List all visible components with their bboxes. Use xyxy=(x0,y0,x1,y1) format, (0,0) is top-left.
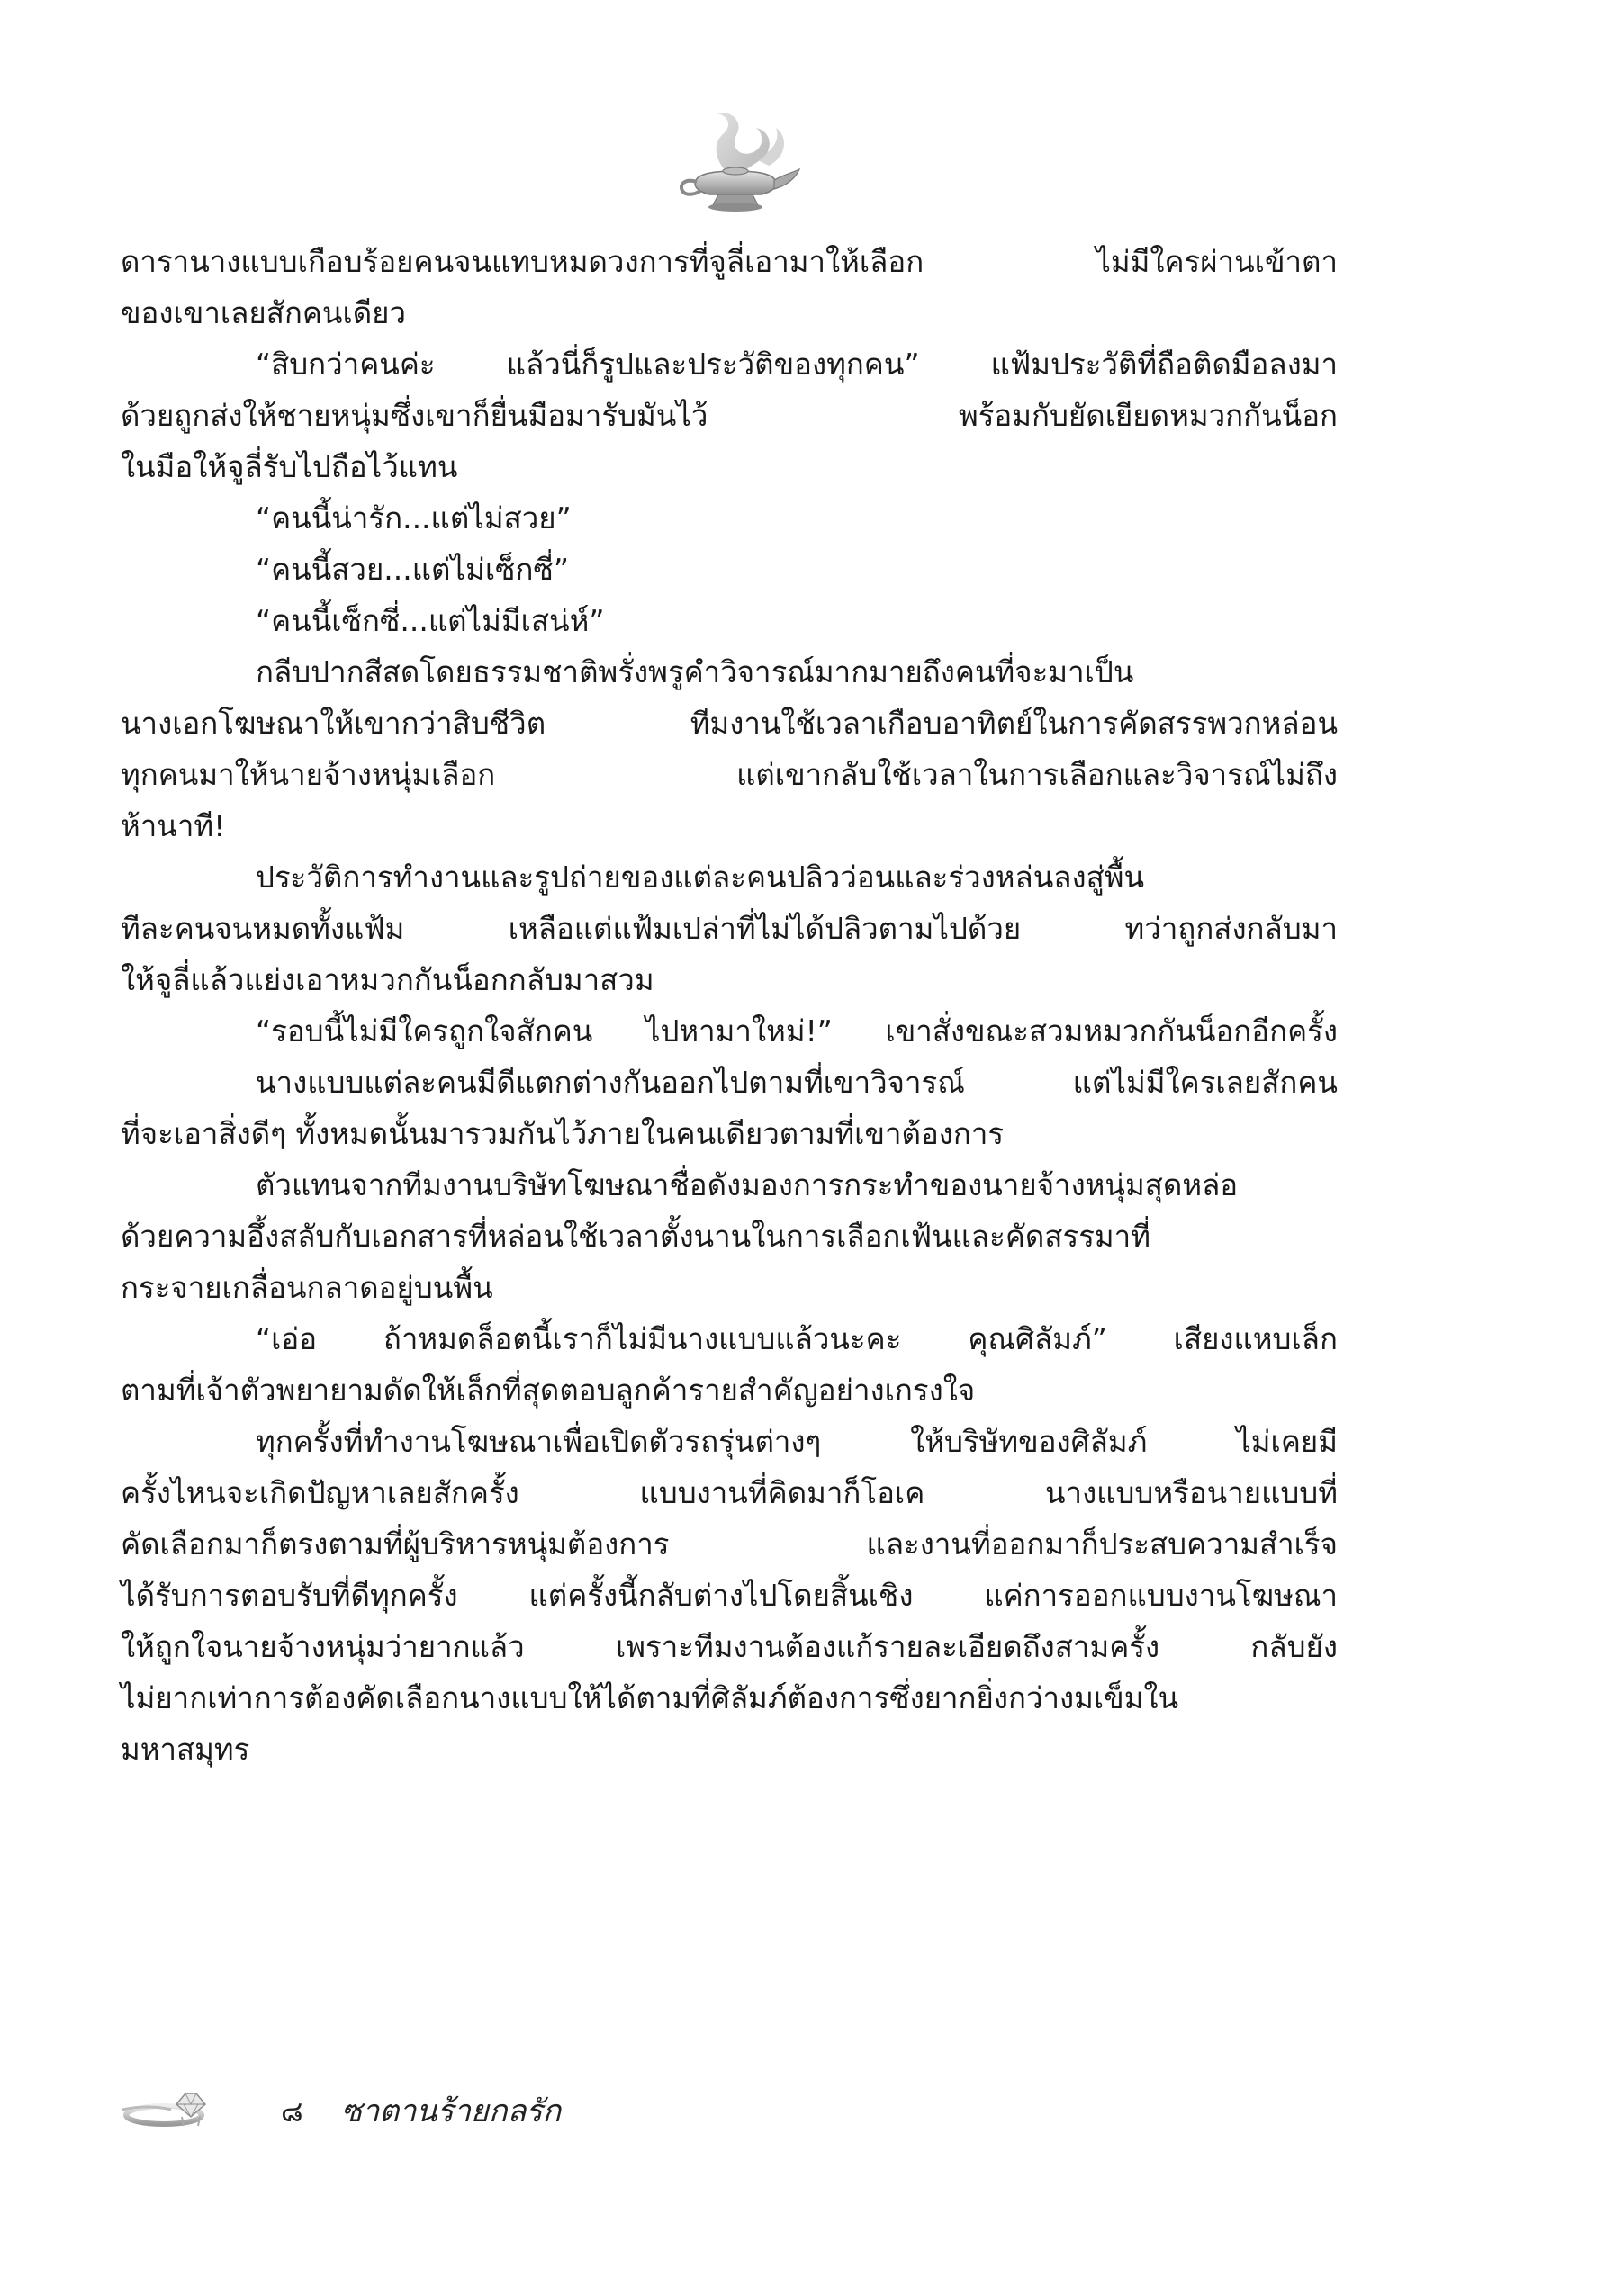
text-line: ทีละคนจนหมดทั้งแฟ้ม เหลือแต่แฟ้มเปล่าที่ไม่ได้ปลิวตามไปด้วย ทว่าถูกส่งกลับมา xyxy=(121,911,1338,946)
text-line: ประวัติการทำงานและรูปถ่ายของแต่ละคนปลิวว่อนและร่วงหล่นลงสู่พื้น xyxy=(256,860,1145,895)
text-line: ทุกคนมาให้นายจ้างหนุ่มเลือก แต่เขากลับใช้เวลาในการเลือกและวิจารณ์ไม่ถึง xyxy=(121,757,1338,792)
text-line: ในมือให้จูลี่รับไปถือไว้แทน xyxy=(121,449,458,484)
text-line: “คนนี้เซ็กซี่...แต่ไม่มีเสน่ห์” xyxy=(256,603,605,638)
text-line: ด้วยความอึ้งสลับกับเอกสารที่หล่อนใช้เวลาตั้งนานในการเลือกเฟ้นและคัดสรรมาที่ xyxy=(121,1219,1150,1254)
text-line: คัดเลือกมาก็ตรงตามที่ผู้บริหารหนุ่มต้องการ และงานที่ออกมาก็ประสบความสำเร็จ xyxy=(121,1526,1338,1562)
text-line: ให้จูลี่แล้วแย่งเอาหมวกกันน็อกกลับมาสวม xyxy=(121,962,654,997)
page-number: ๘ xyxy=(281,2094,303,2129)
story-text xyxy=(121,236,1338,1775)
text-line: ดารานางแบบเกือบร้อยคนจนแทบหมดวงการที่จูลี่เอามาให้เลือก ไม่มีใครผ่านเข้าตา xyxy=(121,244,1338,279)
text-line: “รอบนี้ไม่มีใครถูกใจสักคน ไปหามาใหม่!” เขาสั่งขณะสวมหมวกกันน็อกอีกครั้ง xyxy=(256,1013,1338,1049)
text-line: มหาสมุทร xyxy=(121,1732,250,1767)
text-line: กระจายเกลื่อนกลาดอยู่บนพื้น xyxy=(121,1270,493,1305)
text-line: ห้านาที! xyxy=(121,808,226,843)
text-line: ของเขาเลยสักคนเดียว xyxy=(121,295,407,330)
text-line: ตามที่เจ้าตัวพยายามดัดให้เล็กที่สุดตอบลูกค้ารายสำคัญอย่างเกรงใจ xyxy=(121,1373,976,1408)
text-line: “คนนี้สวย...แต่ไม่เซ็กซี่” xyxy=(256,552,569,587)
text-line: “คนนี้น่ารัก...แต่ไม่สวย” xyxy=(256,500,572,536)
magic-lamp-icon xyxy=(668,106,803,219)
text-line: นางเอกโฆษณาให้เขากว่าสิบชีวิต ทีมงานใช้เวลาเกือบอาทิตย์ในการคัดสรรพวกหล่อน xyxy=(121,706,1338,741)
page-footer xyxy=(121,2086,751,2137)
text-line: นางแบบแต่ละคนมีดีแตกต่างกันออกไปตามที่เขาวิจารณ์ แต่ไม่มีใครเลยสักคน xyxy=(256,1065,1338,1100)
text-line: ครั้งไหนจะเกิดปัญหาเลยสักครั้ง แบบงานที่คิดมาก็โอเค นางแบบหรือนายแบบที่ xyxy=(121,1475,1338,1510)
text-line: ได้รับการตอบรับที่ดีทุกครั้ง แต่ครั้งนี้กลับต่างไปโดยสิ้นเชิง แค่การออกแบบงานโฆษณา xyxy=(121,1578,1338,1613)
text-line: “เอ่อ ถ้าหมดล็อตนี้เราก็ไม่มีนางแบบแล้วนะคะ คุณศิลัมภ์” เสียงแหบเล็ก xyxy=(256,1321,1338,1356)
text-line: ไม่ยากเท่าการต้องคัดเลือกนางแบบให้ได้ตามที่ศิลัมภ์ต้องการซึ่งยากยิ่งกว่างมเข็มใน xyxy=(121,1680,1179,1715)
text-line: กลีบปากสีสดโดยธรรมชาติพรั่งพรูคำวิจารณ์มากมายถึงคนที่จะมาเป็น xyxy=(256,654,1134,689)
text-line: ด้วยถูกส่งให้ชายหนุ่มซึ่งเขาก็ยื่นมือมารับมันไว้ พร้อมกับยัดเยียดหมวกกันน็อก xyxy=(121,398,1338,433)
diamond-ring-icon xyxy=(121,2090,211,2131)
text-line: ที่จะเอาสิ่งดีๆ ทั้งหมดนั้นมารวมกันไว้ภายในคนเดียวตามที่เขาต้องการ xyxy=(121,1116,1005,1151)
text-line: ทุกครั้งที่ทำงานโฆษณาเพื่อเปิดตัวรถรุ่นต่างๆ ให้บริษัทของศิลัมภ์ ไม่เคยมี xyxy=(256,1424,1338,1459)
text-line: “สิบกว่าคนค่ะ แล้วนี่ก็รูปและประวัติของทุกคน” แฟ้มประวัติที่ถือติดมือลงมา xyxy=(256,347,1338,382)
text-line: ให้ถูกใจนายจ้างหนุ่มว่ายากแล้ว เพราะทีมงานต้องแก้รายละเอียดถึงสามครั้ง กลับยัง xyxy=(121,1629,1338,1664)
text-line: ตัวแทนจากทีมงานบริษัทโฆษณาชื่อดังมองการกระทำของนายจ้างหนุ่มสุดหล่อ xyxy=(256,1167,1239,1202)
book-title: ซาตานร้ายกลรัก xyxy=(341,2093,562,2129)
